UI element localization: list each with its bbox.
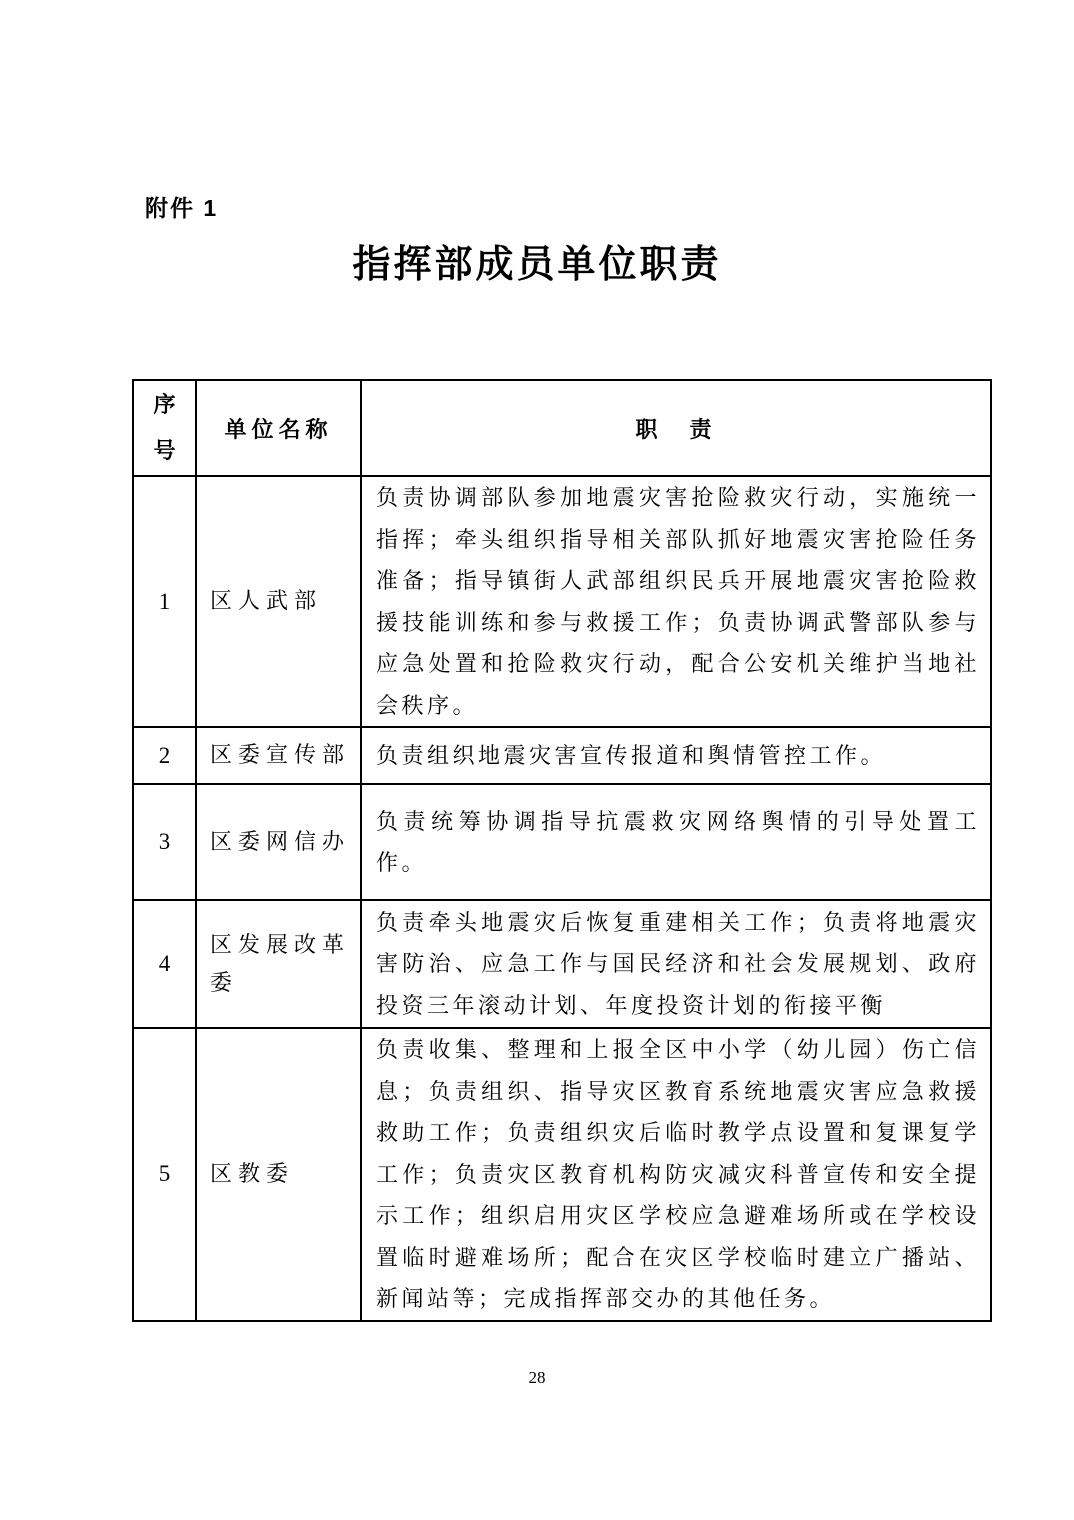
row-duty-cell: 负责组织地震灾害宣传报道和舆情管控工作。	[361, 727, 991, 784]
row-index-cell: 5	[133, 1028, 196, 1321]
row-unit-cell: 区委宣传部	[196, 727, 361, 784]
table-header-row	[133, 380, 991, 476]
row-duty-cell: 负责收集、整理和上报全区中小学（幼儿园）伤亡信息；负责组织、指导灾区教育系统地震灾害应急救援救助工作；负责组织灾后临时教学点设置和复课复学工作；负责灾区教育机构防灾减灾科普宣传和安全提示工作；组织启用灾区学校应急避难场所或在学校设置临时避难场所；配合在灾区学校临时建立广播站、新闻站等；完成指挥部交办的其他任务。	[361, 1028, 991, 1321]
col-header-duty: 职 责	[361, 380, 991, 476]
table-row	[133, 784, 991, 900]
row-index-cell: 3	[133, 784, 196, 900]
row-duty-cell: 负责牵头地震灾后恢复重建相关工作；负责将地震灾害防治、应急工作与国民经济和社会发展规划、政府投资三年滚动计划、年度投资计划的衔接平衡	[361, 900, 991, 1028]
page-number: 28	[528, 1368, 546, 1387]
row-unit-cell: 区人武部	[196, 476, 361, 727]
col-header-unit: 单位名称	[196, 380, 361, 476]
col-header-index	[133, 380, 196, 476]
row-index-cell: 4	[133, 900, 196, 1028]
row-duty-cell: 负责统筹协调指导抗震救灾网络舆情的引导处置工作。	[361, 784, 991, 900]
row-duty-cell: 负责协调部队参加地震灾害抢险救灾行动，实施统一指挥；牵头组织指导相关部队抓好地震灾害抢险任务准备；指导镇街人武部组织民兵开展地震灾害抢险救援技能训练和参与救援工作；负责协调武警部队参与应急处置和抢险救灾行动，配合公安机关维护当地社会秩序。	[361, 476, 991, 727]
row-unit-cell: 区教委	[196, 1028, 361, 1321]
table-row	[133, 476, 991, 727]
table-row	[133, 727, 991, 784]
page-title: 指挥部成员单位职责	[352, 244, 722, 286]
col-header-index-label: 序号	[153, 391, 176, 463]
row-index-cell: 2	[133, 727, 196, 784]
table-row	[133, 1028, 991, 1321]
attachment-label: 附件 1	[145, 195, 219, 221]
table-row	[133, 900, 991, 1028]
row-index-cell: 1	[133, 476, 196, 727]
table-body	[133, 476, 991, 1321]
duty-table	[132, 379, 992, 1322]
row-unit-cell: 区委网信办	[196, 784, 361, 900]
row-unit-cell: 区发展改革委	[196, 900, 361, 1028]
